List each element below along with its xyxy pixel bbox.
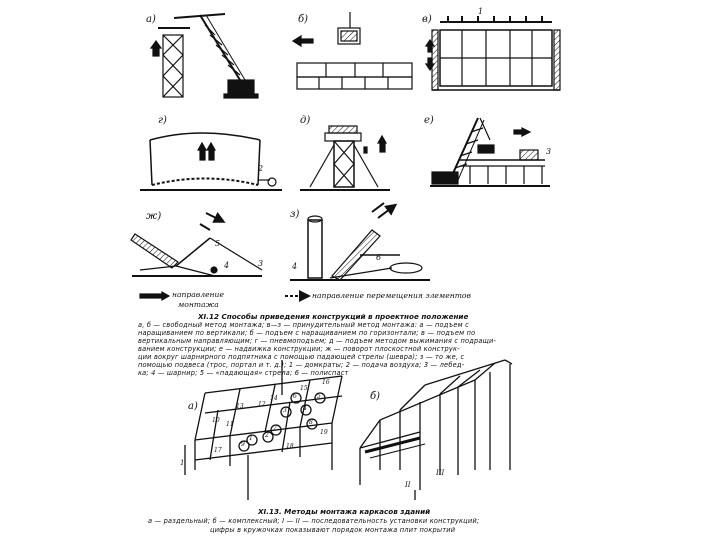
panel-label-e: е) [424, 115, 434, 126]
order-mark: 3 [283, 407, 287, 414]
frame-b-complex [360, 360, 512, 500]
frame-label-a: а) [188, 401, 198, 412]
caption-xi12-line5: ции вокруг шарнирного подпятника с помощью падающей стрелы (шевра); з — то же, с [138, 353, 465, 361]
legend-right: направление перемещения элементов [312, 291, 471, 300]
span-mark-iii: III [436, 469, 445, 477]
order-mark: 13 [236, 403, 244, 410]
panel-z-rotation-portal [290, 203, 430, 280]
panel-label-b: б) [298, 14, 309, 25]
callout-3: 3 [546, 147, 552, 156]
order-mark: 18 [286, 443, 294, 450]
frame-a-separate [185, 360, 342, 500]
frame-label-b: б) [370, 391, 381, 402]
panel-label-v: в) [422, 14, 432, 25]
order-mark: 6 [293, 393, 297, 400]
callout-4b: 4 [292, 262, 298, 271]
panel-zh-rotation-boom [131, 213, 262, 276]
caption-xi12-line7: ка; 4 — шарнир; 5 — «падающая» стрела; 6 — полиспаст [138, 369, 349, 377]
span-mark-ii: II [405, 481, 411, 489]
caption-xi13-title: XI.13. Методы монтажа каркасов зданий [258, 507, 431, 516]
callout-5: 5 [215, 239, 221, 248]
caption-xi12-title: XI.12 Способы приведения конструкций в проектное положение [198, 312, 469, 321]
order-mark: 2 [265, 432, 269, 439]
callout-1: 1 [478, 7, 484, 16]
panel-v-vertical-guides [426, 16, 560, 90]
order-mark: 15 [300, 385, 308, 392]
order-mark: 5 [317, 393, 321, 400]
panel-label-zh: ж) [146, 211, 162, 222]
panel-label-g: г) [158, 115, 167, 126]
legend-left-line2: монтажа [178, 300, 219, 309]
legend-left-line1: направление [172, 290, 224, 299]
caption-xi12-line6: помощью подвеса (трос, портал и т. д.); 1 — домкраты; 2 — подача воздуха; 3 — лебед- [138, 361, 465, 369]
order-mark: 7 [273, 425, 277, 432]
span-mark-1: 1 [180, 459, 185, 467]
panel-a-crane-tower [151, 14, 258, 98]
panel-d-jacking-tower [300, 126, 390, 190]
order-mark: 11 [226, 421, 234, 428]
caption-xi12-line1: а, б — свободный метод монтажа; в—з — принудительный метод монтажа: а — подъем с [138, 321, 469, 329]
panel-label-z: з) [290, 209, 300, 220]
order-mark: 4 [303, 405, 307, 412]
panel-e-sliding [430, 118, 550, 186]
caption-xi12-line2: наращиванием по вертикали; б — подъем с наращиванием по горизонтали; в — подъем по [138, 329, 476, 337]
caption-xi12-line3: вертикальным направляющим; г — пневмоподъем; д — подъем методом выжимания с подращи- [138, 337, 497, 345]
panel-label-a: а) [146, 14, 156, 25]
order-mark: 8 [309, 419, 313, 426]
order-mark: 16 [322, 379, 330, 386]
panel-g-pneumatic-lift [140, 133, 282, 190]
callout-4: 4 [224, 261, 230, 270]
order-mark: 19 [320, 429, 328, 436]
order-mark: 9 [241, 441, 245, 448]
caption-xi12-line4: ванием конструкции; е — надвижка конструкции; ж — поворот плоскостной конструк- [138, 345, 460, 353]
callout-6: 6 [376, 253, 382, 262]
panel-b-horizontal-push [293, 12, 412, 89]
caption-xi13-line1: а — раздельный; б — комплексный; I — II — последовательность установки конструкций; [148, 517, 480, 525]
callout-3b: 3 [258, 259, 264, 268]
order-mark: 14 [270, 395, 278, 402]
callout-2: 2 [258, 164, 264, 173]
panel-label-d: д) [300, 115, 311, 126]
order-mark: 1 [249, 435, 253, 442]
order-mark: 12 [258, 401, 266, 408]
order-mark: 17 [214, 447, 222, 454]
order-mark: 10 [212, 417, 220, 424]
caption-xi13-line2: цифры в кружочках показывают порядок монтажа плит покрытий [210, 526, 456, 534]
